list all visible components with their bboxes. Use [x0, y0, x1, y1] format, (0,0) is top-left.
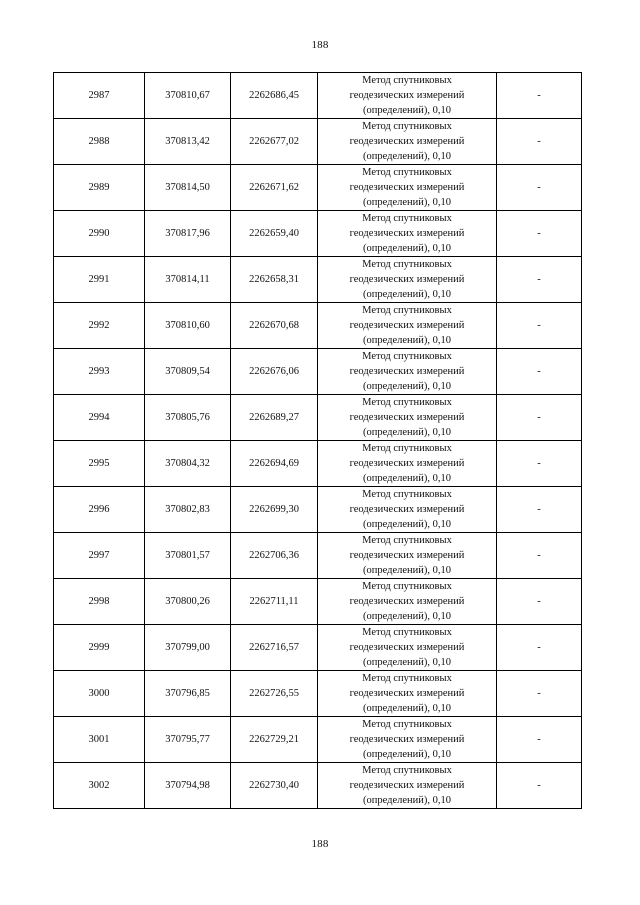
method-line: геодезических измерений — [349, 780, 465, 791]
method-line: Метод спутниковых — [362, 627, 452, 638]
coordinate-x-cell: 370799,00 — [145, 625, 231, 671]
method-line: Метод спутниковых — [362, 167, 452, 178]
method-line: (определений), 0,10 — [362, 151, 452, 162]
coordinate-x-cell: 370814,50 — [145, 165, 231, 211]
coordinate-y-cell: 2262729,21 — [231, 717, 318, 763]
method-line: геодезических измерений — [349, 642, 465, 653]
method-line: (определений), 0,10 — [362, 381, 452, 392]
coordinate-x-cell: 370800,26 — [145, 579, 231, 625]
method-cell — [318, 671, 497, 717]
point-number-cell: 2996 — [54, 487, 145, 533]
extra-cell: - — [497, 119, 582, 165]
point-number-cell: 2993 — [54, 349, 145, 395]
method-line: (определений), 0,10 — [362, 473, 452, 484]
method-line: Метод спутниковых — [362, 213, 452, 224]
method-line: Метод спутниковых — [362, 719, 452, 730]
table-row — [54, 119, 582, 165]
method-line: Метод спутниковых — [362, 121, 452, 132]
coordinate-x-cell: 370814,11 — [145, 257, 231, 303]
method-line: (определений), 0,10 — [362, 105, 452, 116]
point-number-cell: 2995 — [54, 441, 145, 487]
extra-cell: - — [497, 73, 582, 119]
point-number-cell: 2987 — [54, 73, 145, 119]
method-line: (определений), 0,10 — [362, 427, 452, 438]
method-line: (определений), 0,10 — [362, 243, 452, 254]
table-row — [54, 533, 582, 579]
method-cell — [318, 487, 497, 533]
method-line: (определений), 0,10 — [362, 335, 452, 346]
method-line: геодезических измерений — [349, 596, 465, 607]
extra-cell: - — [497, 671, 582, 717]
coordinate-y-cell: 2262699,30 — [231, 487, 318, 533]
method-line: Метод спутниковых — [362, 673, 452, 684]
coordinate-x-cell: 370809,54 — [145, 349, 231, 395]
method-cell — [318, 441, 497, 487]
coordinate-x-cell: 370801,57 — [145, 533, 231, 579]
method-cell — [318, 303, 497, 349]
table-row — [54, 73, 582, 119]
point-number-cell: 2988 — [54, 119, 145, 165]
coordinate-y-cell: 2262694,69 — [231, 441, 318, 487]
coordinates-table — [53, 72, 582, 809]
coordinate-y-cell: 2262706,36 — [231, 533, 318, 579]
coordinate-y-cell: 2262686,45 — [231, 73, 318, 119]
method-line: геодезических измерений — [349, 274, 465, 285]
table-row — [54, 763, 582, 809]
method-line: Метод спутниковых — [362, 351, 452, 362]
table-row — [54, 165, 582, 211]
coordinate-x-cell: 370810,60 — [145, 303, 231, 349]
point-number-cell: 2991 — [54, 257, 145, 303]
method-line: (определений), 0,10 — [362, 611, 452, 622]
point-number-cell: 2990 — [54, 211, 145, 257]
extra-cell: - — [497, 625, 582, 671]
method-line: (определений), 0,10 — [362, 519, 452, 530]
method-line: Метод спутниковых — [362, 581, 452, 592]
method-line: Метод спутниковых — [362, 259, 452, 270]
point-number-cell: 2997 — [54, 533, 145, 579]
coordinate-y-cell: 2262676,06 — [231, 349, 318, 395]
method-line: геодезических измерений — [349, 182, 465, 193]
method-line: Метод спутниковых — [362, 305, 452, 316]
point-number-cell: 2999 — [54, 625, 145, 671]
table-row — [54, 349, 582, 395]
page-number-top: 188 — [311, 39, 329, 51]
method-line: геодезических измерений — [349, 458, 465, 469]
method-line: геодезических измерений — [349, 228, 465, 239]
extra-cell: - — [497, 211, 582, 257]
method-cell — [318, 533, 497, 579]
coordinate-y-cell: 2262726,55 — [231, 671, 318, 717]
method-line: геодезических измерений — [349, 504, 465, 515]
coordinate-y-cell: 2262659,40 — [231, 211, 318, 257]
table-row — [54, 717, 582, 763]
page-number-bottom: 188 — [311, 838, 329, 850]
method-line: геодезических измерений — [349, 412, 465, 423]
method-line: Метод спутниковых — [362, 75, 452, 86]
table-row — [54, 303, 582, 349]
method-line: геодезических измерений — [349, 734, 465, 745]
extra-cell: - — [497, 257, 582, 303]
point-number-cell: 2998 — [54, 579, 145, 625]
method-cell — [318, 763, 497, 809]
method-line: Метод спутниковых — [362, 443, 452, 454]
table-row — [54, 257, 582, 303]
method-line: Метод спутниковых — [362, 489, 452, 500]
coordinate-x-cell: 370805,76 — [145, 395, 231, 441]
extra-cell: - — [497, 395, 582, 441]
method-line: геодезических измерений — [349, 320, 465, 331]
method-line: (определений), 0,10 — [362, 657, 452, 668]
method-line: геодезических измерений — [349, 90, 465, 101]
method-line: (определений), 0,10 — [362, 703, 452, 714]
method-line: геодезических измерений — [349, 366, 465, 377]
coordinate-y-cell: 2262711,11 — [231, 579, 318, 625]
method-line: геодезических измерений — [349, 136, 465, 147]
coordinate-x-cell: 370802,83 — [145, 487, 231, 533]
point-number-cell: 3000 — [54, 671, 145, 717]
extra-cell: - — [497, 717, 582, 763]
method-line: геодезических измерений — [349, 550, 465, 561]
table-row — [54, 395, 582, 441]
coordinate-x-cell: 370817,96 — [145, 211, 231, 257]
coordinate-x-cell: 370804,32 — [145, 441, 231, 487]
method-line: Метод спутниковых — [362, 397, 452, 408]
method-cell — [318, 73, 497, 119]
method-line: (определений), 0,10 — [362, 197, 452, 208]
method-line: (определений), 0,10 — [362, 795, 452, 806]
coordinate-x-cell: 370795,77 — [145, 717, 231, 763]
point-number-cell: 2992 — [54, 303, 145, 349]
method-cell — [318, 257, 497, 303]
coordinate-y-cell: 2262689,27 — [231, 395, 318, 441]
method-cell — [318, 119, 497, 165]
table-row — [54, 579, 582, 625]
point-number-cell: 2994 — [54, 395, 145, 441]
method-line: (определений), 0,10 — [362, 289, 452, 300]
extra-cell: - — [497, 579, 582, 625]
coordinate-x-cell: 370794,98 — [145, 763, 231, 809]
extra-cell: - — [497, 165, 582, 211]
table-row — [54, 441, 582, 487]
table-row — [54, 487, 582, 533]
extra-cell: - — [497, 349, 582, 395]
table-body — [54, 73, 582, 809]
table-row — [54, 625, 582, 671]
point-number-cell: 3002 — [54, 763, 145, 809]
coordinate-y-cell: 2262730,40 — [231, 763, 318, 809]
coordinate-y-cell: 2262671,62 — [231, 165, 318, 211]
table-row — [54, 211, 582, 257]
extra-cell: - — [497, 303, 582, 349]
point-number-cell: 3001 — [54, 717, 145, 763]
method-line: Метод спутниковых — [362, 535, 452, 546]
method-cell — [318, 349, 497, 395]
method-cell — [318, 165, 497, 211]
coordinate-x-cell: 370796,85 — [145, 671, 231, 717]
extra-cell: - — [497, 487, 582, 533]
extra-cell: - — [497, 533, 582, 579]
coordinate-x-cell: 370810,67 — [145, 73, 231, 119]
coordinate-y-cell: 2262716,57 — [231, 625, 318, 671]
extra-cell: - — [497, 763, 582, 809]
method-line: (определений), 0,10 — [362, 565, 452, 576]
method-line: геодезических измерений — [349, 688, 465, 699]
extra-cell: - — [497, 441, 582, 487]
method-line: (определений), 0,10 — [362, 749, 452, 760]
table-row — [54, 671, 582, 717]
method-line: Метод спутниковых — [362, 765, 452, 776]
method-cell — [318, 211, 497, 257]
method-cell — [318, 625, 497, 671]
point-number-cell: 2989 — [54, 165, 145, 211]
method-cell — [318, 395, 497, 441]
coordinate-y-cell: 2262658,31 — [231, 257, 318, 303]
method-cell — [318, 579, 497, 625]
coordinate-x-cell: 370813,42 — [145, 119, 231, 165]
method-cell — [318, 717, 497, 763]
coordinate-y-cell: 2262670,68 — [231, 303, 318, 349]
coordinate-y-cell: 2262677,02 — [231, 119, 318, 165]
